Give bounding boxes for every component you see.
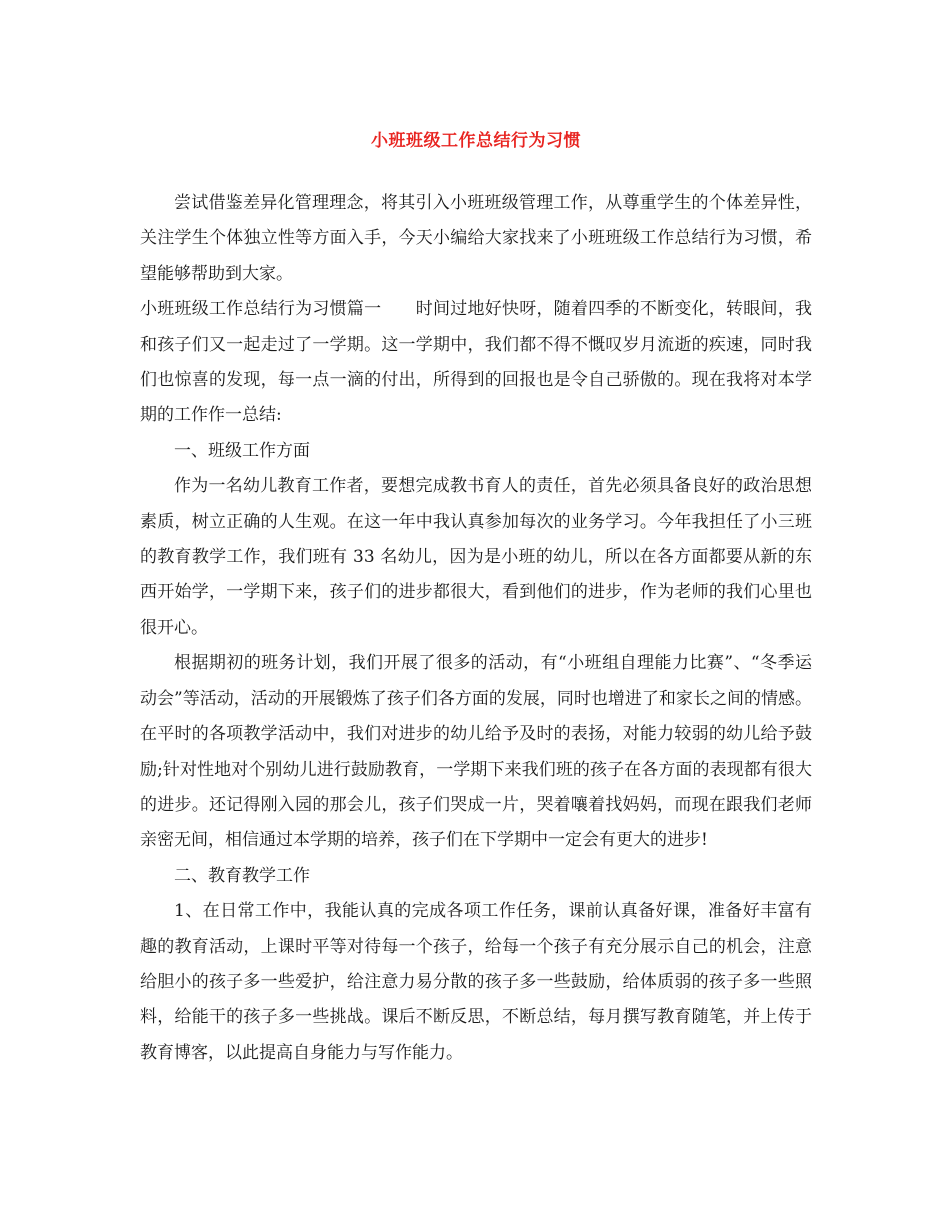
heading-class-work: 一、班级工作方面 — [174, 440, 310, 461]
paragraph-class-work-1: 作为一名幼儿教育工作者，要想完成教书育人的责任，首先必须具备良好的政治思想素质，树立正确的人生观。在这一年中我认真参加每次的业务学习。今年我担任了小三班的教育教学工作，我们班有 33 名幼儿，因为是小班的幼儿，所以在各方面都要从新的东西开始学，一学期下来，孩子们的进步都很大，看到他们的进步，作为老师的我们心里也很开心。 — [140, 476, 812, 638]
paragraph-teaching-work-1: 1、在日常工作中，我能认真的完成各项工作任务，课前认真备好课，准备好丰富有趣的教育活动，上课时平等对待每一个孩子，给每一个孩子有充分展示自己的机会，注意给胆小的孩子多一些爱护，给注意力易分散的孩子多一些鼓励，给体质弱的孩子多一些照料，给能干的孩子多一些挑战。课后不断反思，不断总结，每月撰写教育随笔，并上传于教育博客，以此提高自身能力与写作能力。 — [140, 901, 812, 1063]
document-body — [140, 186, 812, 1071]
paragraph-intro: 尝试借鉴差异化管理理念，将其引入小班班级管理工作，从尊重学生的个体差异性，关注学生个体独立性等方面入手，今天小编给大家找来了小班班级工作总结行为习惯，希望能够帮助到大家。 — [140, 193, 812, 284]
document-title: 小班班级工作总结行为习惯 — [371, 131, 581, 151]
paragraph-class-work-2: 根据期初的班务计划，我们开展了很多的活动，有“小班组自理能力比赛”、“冬季运动会”等活动，活动的开展锻炼了孩子们各方面的发展，同时也增进了和家长之间的情感。在平时的各项教学活动中，我们对进步的幼儿给予及时的表扬，对能力较弱的幼儿给予鼓励;针对性地对个别幼儿进行鼓励教育，一学期下来我们班的孩子在各方面的表现都有很大的进步。还记得刚入园的那会儿，孩子们哭成一片，哭着嚷着找妈妈，而现在跟我们老师亲密无间，相信通过本学期的培养，孩子们在下学期中一定会有更大的进步! — [140, 653, 812, 851]
paragraph-section-one-start: 小班班级工作总结行为习惯篇一 时间过地好快呀，随着四季的不断变化，转眼间，我和孩子们又一起走过了一学期。这一学期中，我们都不得不慨叹岁月流逝的疾速，同时我们也惊喜的发现，每一点一滴的付出，所得到的回报也是令自己骄傲的。现在我将对本学期的工作作一总结: — [140, 299, 812, 426]
heading-teaching-work: 二、教育教学工作 — [174, 865, 310, 886]
